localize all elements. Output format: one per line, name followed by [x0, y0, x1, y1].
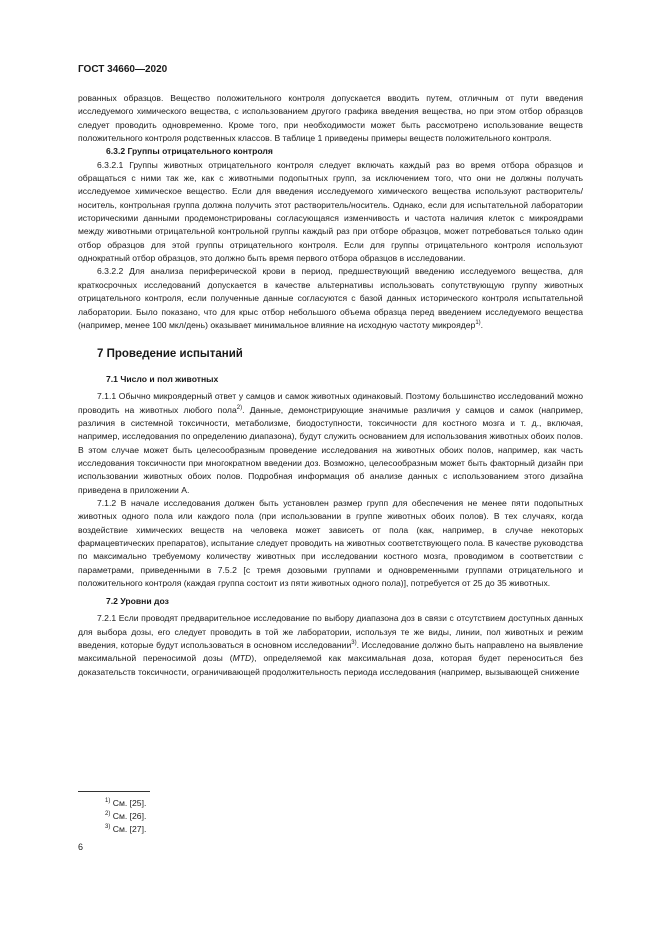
section-6-3-2-heading: 6.3.2 Группы отрицательного контроля	[106, 146, 273, 157]
paragraph-7-1-1	[78, 390, 583, 497]
page-content	[78, 92, 583, 679]
paragraph-text: 7.2.1 Если проводят предварительное исследование по выбору диапазона доз в связи с отсутствием доступных данных для выбора дозы, его следует проводить в той же лаборатории, используя те же виды, линии, пол животных и режим введения, которые будут использоваться в основном исследовании	[78, 613, 583, 651]
footnote-text: См. [26].	[112, 810, 147, 821]
paragraph-continued: рованных образцов. Вещество положительного контроля допускается вводить путем, отличным от пути введения исследуемого химического вещества, с использованием другого графика введения вещества, но при этом отбор образцов следует проводить одновременно. Кроме того, при необходимости может быть рассмотрено использование веществ положительного контроля родственных классов. В таблице 1 приведены примеры веществ положительного контроля.	[78, 93, 583, 144]
section-7-1-heading: 7.1 Число и пол животных	[106, 374, 219, 385]
footnote-1	[105, 797, 146, 810]
paragraph-text: ), определяемой как максимальная доза, которая будет переноситься без доказательств токсичности, ограничивающей продолжительность периода исследования (например, вызывающей снижение	[78, 653, 583, 677]
paragraph-6-3-2-2	[78, 265, 583, 332]
footnote-text: См. [25].	[112, 798, 147, 808]
paragraph-end: .	[480, 319, 484, 330]
paragraph-text: 6.3.2.2 Для анализа периферической крови в период, предшествующий введению исследуемого вещества, для краткосрочных исследований допускается в качестве альтернативы использовать сопутствующую группу животных отрицательного контроля, если полученные данные согласуются с базой данных исторического контроля испытательной лаборатории. Было показано, что для крыс отбор небольшого объема образца перед введением исследуемого вещества (например, менее 100 мкл/день) оказывает минимальное влияние на исходную частоту микроядер	[78, 266, 583, 330]
page-number: 6	[78, 842, 84, 852]
paragraph-7-1-2: 7.1.2 В начале исследования должен быть установлен размер групп для обеспечения не менее пяти подопытных животных одного пола или каждого пола (при использовании в группе животных обоих полов). В тех случаях, когда воздействие химических веществ на человека может зависеть от пола (как, например, в случае некоторых фармацевтических препаратов), испытание следует проводить на животных соответствующего пола. В качестве руководства по максимально требуемому количеству животных при исследовании костного мозга, проводимом в соответствии с параметрами, приведенными в 7.5.2 [с тремя дозовыми группами и одновременными группами отрицательного и положительного контроля (каждая группа состоит из пяти животных одного пола)], потребуется от 25 до 35 животных.	[78, 497, 583, 588]
footnotes	[105, 797, 146, 835]
section-7-heading: 7 Проведение испытаний	[97, 348, 243, 361]
footnote-mark: 1)	[105, 798, 111, 804]
paragraph-text: 7.1.1 Обычно микроядерный ответ у самцов и самок животных одинаковый. Поэтому большинство исследований можно проводить на животных любого пола	[78, 391, 583, 415]
footnote-ref-2: 2)	[236, 404, 243, 411]
footnote-ref-1: 1)	[475, 319, 481, 326]
paragraph-text: . Данные, демонстрирующие значимые различия у самцов и самок (например, различия в системной токсичности, метаболизме, биодоступности, токсичности для костного мозга и т. д., включая, например, исследования по определению диапазона), будут служить основанием для использования животных обоих полов. В этом случае может быть целесообразным проведение исследования на животных обоих полов, например, как часть исследования токсичности при многократном введении доз. Возможно, целесообразным может быть факторный дизайн при использовании животных обоих полов. Подробная информация об анализе данных с использованием этого дизайна приведена в приложении А.	[78, 404, 584, 495]
section-7-2-heading: 7.2 Уровни доз	[106, 596, 169, 607]
paragraph-7-2-1	[78, 612, 583, 679]
footnote-mark: 3)	[105, 823, 111, 830]
footnote-3	[105, 823, 146, 836]
footnote-ref-3: 3)	[351, 640, 357, 647]
footnote-mark: 2)	[105, 810, 111, 817]
standard-header: ГОСТ 34660—2020	[78, 64, 168, 75]
footnote-2	[105, 810, 146, 823]
paragraph-text: . Исследование должно быть направлено на выявление максимальной переносимой дозы (	[78, 640, 584, 664]
footnote-text: См. [27].	[112, 823, 147, 834]
paragraph-6-3-2-1: 6.3.2.1 Группы животных отрицательного контроля следует включать каждый раз во время отбора образцов и обращаться с ними так же, как с животными подопытных групп, за исключением того, что они не должны получать исследуемое химическое вещество. Если для введения исследуемого химического вещества используют растворитель/носитель, контрольная группа должна получить этот растворитель/носитель. Однако, если для испытательной лаборатории историческими данными продемонстрированы согласующаяся изменчивость и частота наличия клеток с микроядрами между животными отрицательной контрольной группы каждый раз при отборе образцов, может потребоваться только один отбор образцов для этой группы отрицательного контроля. Если для группы отрицательного контроля используют однократный отбор образцов, это должно быть время первого отбора образцов в исследовании.	[78, 159, 583, 264]
footnote-separator	[78, 791, 150, 792]
mtd-abbreviation: MTD	[232, 653, 252, 664]
